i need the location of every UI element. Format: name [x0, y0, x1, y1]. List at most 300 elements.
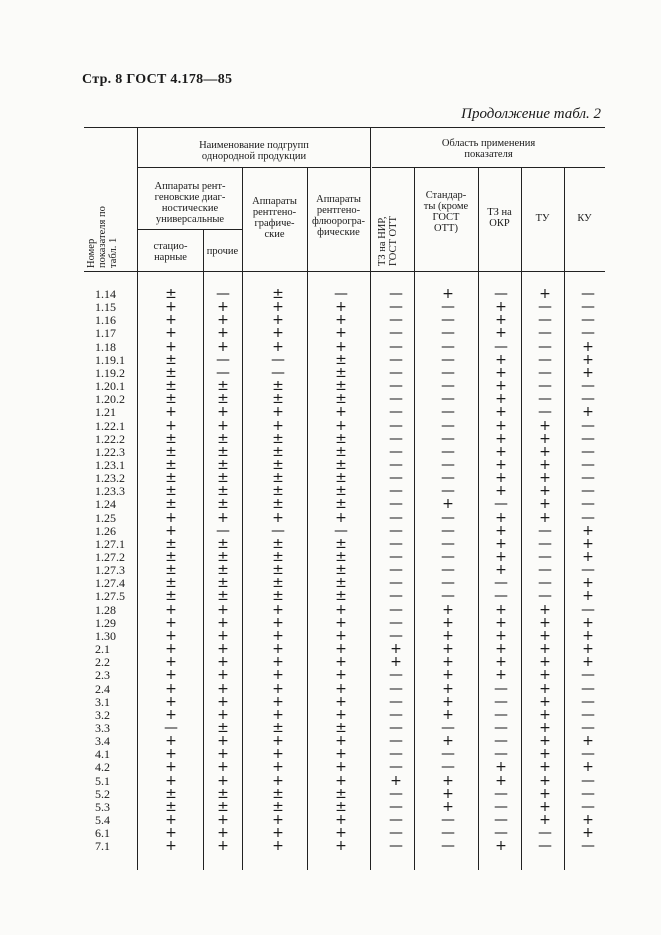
table-cell: +	[217, 418, 229, 434]
table-cell: —	[538, 588, 552, 604]
table-cell: +	[582, 812, 594, 828]
table-cell: +	[165, 641, 177, 657]
table-cell: +	[495, 457, 507, 473]
row-number: 2.3	[95, 668, 110, 682]
table-cell: —	[389, 418, 403, 434]
table-cell: +	[442, 496, 454, 512]
table-cell: —	[389, 720, 403, 736]
table-cell: +	[335, 838, 347, 854]
table-cell: —	[389, 667, 403, 683]
table-cell: —	[441, 720, 455, 736]
table-cell: +	[217, 312, 229, 328]
table-cell: —	[389, 549, 403, 565]
table-cell: ±	[217, 483, 229, 499]
row-number: 1.16	[95, 313, 116, 327]
table-cell: ±	[272, 444, 284, 460]
col-rule-7	[478, 168, 479, 870]
table-cell: ±	[165, 431, 177, 447]
table-cell: ±	[272, 431, 284, 447]
table-cell: +	[335, 602, 347, 618]
standards-header: Стандар- ты (кроме ГОСТ ОТТ)	[423, 190, 469, 234]
table-cell: +	[272, 312, 284, 328]
table-cell: ±	[165, 444, 177, 460]
table-cell: +	[495, 562, 507, 578]
table-cell: —	[494, 681, 508, 697]
col-rule-9	[564, 168, 565, 870]
table-cell: +	[165, 325, 177, 341]
table-cell: —	[538, 312, 552, 328]
group-title: Наименование подгрупп однородной продукции	[199, 140, 309, 162]
table-cell: —	[271, 352, 285, 368]
table-cell: +	[272, 759, 284, 775]
table-cell: +	[539, 694, 551, 710]
row-number: 1.27.2	[95, 550, 125, 564]
table-cell: +	[539, 759, 551, 775]
table-cell: —	[494, 825, 508, 841]
table-cell: +	[539, 615, 551, 631]
table-cell: +	[217, 825, 229, 841]
col-rule-1	[137, 128, 138, 870]
table-cell: —	[581, 562, 595, 578]
table-cell: +	[272, 694, 284, 710]
tz-nir-header: ТЗ на НИР, ГОСТ ОТТ	[377, 216, 399, 266]
row-number: 1.22.2	[95, 432, 125, 446]
row-number: 2.1	[95, 642, 110, 656]
table-cell: —	[389, 707, 403, 723]
table-cell: ±	[217, 470, 229, 486]
table-cell: +	[582, 733, 594, 749]
table-cell: +	[165, 404, 177, 420]
row-number: 1.22.1	[95, 419, 125, 433]
table-cell: +	[272, 707, 284, 723]
table-cell: —	[494, 707, 508, 723]
table-cell: —	[441, 457, 455, 473]
table-cell: +	[539, 707, 551, 723]
stationary-header: стацио- нарные	[153, 241, 188, 263]
table-cell: —	[389, 838, 403, 854]
table-cell: —	[441, 523, 455, 539]
table-cell: —	[164, 720, 178, 736]
table-cell: —	[494, 588, 508, 604]
table-cell: ±	[335, 391, 347, 407]
table-cell: —	[389, 483, 403, 499]
table-cell: +	[495, 641, 507, 657]
table-cell: ±	[165, 457, 177, 473]
table-cell: +	[495, 431, 507, 447]
table-cell: +	[442, 654, 454, 670]
table-cell: +	[495, 378, 507, 394]
row-number: 3.1	[95, 695, 110, 709]
table-cell: +	[217, 654, 229, 670]
ku-header: КУ	[577, 213, 592, 224]
table-cell: ±	[272, 483, 284, 499]
table-cell: ±	[335, 470, 347, 486]
table-cell: —	[441, 759, 455, 775]
table-cell: +	[217, 628, 229, 644]
table-cell: ±	[165, 549, 177, 565]
table-cell: —	[581, 312, 595, 328]
col-rule-4	[307, 168, 308, 870]
table-cell: +	[539, 602, 551, 618]
table-cell: +	[335, 339, 347, 355]
table-cell: +	[495, 628, 507, 644]
table-cell: +	[272, 325, 284, 341]
table-cell: —	[441, 470, 455, 486]
row-number: 1.14	[95, 287, 116, 301]
table-cell: +	[165, 654, 177, 670]
table-cell: +	[272, 681, 284, 697]
row-number: 1.27.4	[95, 576, 125, 590]
table-cell: —	[538, 575, 552, 591]
table-cell: —	[494, 694, 508, 710]
table-cell: +	[335, 707, 347, 723]
table-cell: +	[272, 667, 284, 683]
table-cell: —	[581, 773, 595, 789]
table-cell: +	[335, 510, 347, 526]
table-cell: +	[217, 746, 229, 762]
table-cell: +	[495, 510, 507, 526]
table-cell: —	[538, 549, 552, 565]
table-cell: —	[494, 733, 508, 749]
table-cell: —	[538, 404, 552, 420]
table-cell: ±	[217, 575, 229, 591]
table-cell: +	[539, 628, 551, 644]
table-cell: —	[441, 575, 455, 591]
table-cell: +	[217, 667, 229, 683]
table-cell: ±	[272, 496, 284, 512]
table-cell: +	[442, 286, 454, 302]
table-cell: +	[582, 339, 594, 355]
table-cell: ±	[272, 799, 284, 815]
table-cell: ±	[217, 588, 229, 604]
table-cell: +	[582, 523, 594, 539]
table-cell: —	[389, 733, 403, 749]
table-cell: ±	[335, 786, 347, 802]
table-cell: —	[441, 746, 455, 762]
table-cell: ±	[272, 588, 284, 604]
table-cell: +	[165, 759, 177, 775]
table-cell: —	[389, 799, 403, 815]
table-cell: +	[165, 418, 177, 434]
table-cell: +	[335, 404, 347, 420]
table-top-rule	[84, 127, 605, 128]
table-cell: ±	[272, 562, 284, 578]
table-cell: —	[581, 418, 595, 434]
table-cell: —	[538, 352, 552, 368]
table-cell: +	[335, 773, 347, 789]
table-cell: +	[495, 615, 507, 631]
table-cell: —	[581, 299, 595, 315]
row-number: 1.22.3	[95, 445, 125, 459]
table-cell: +	[582, 352, 594, 368]
table-cell: ±	[217, 786, 229, 802]
table-cell: +	[217, 681, 229, 697]
row-number: 5.4	[95, 813, 110, 827]
table-cell: +	[165, 707, 177, 723]
table-cell: —	[441, 549, 455, 565]
table-cell: —	[581, 786, 595, 802]
table-cell: +	[217, 759, 229, 775]
table-cell: +	[539, 812, 551, 828]
row-number: 5.2	[95, 787, 110, 801]
table-cell: ±	[165, 562, 177, 578]
table-cell: +	[217, 325, 229, 341]
table-cell: —	[494, 786, 508, 802]
table-cell: —	[581, 496, 595, 512]
table-cell: +	[495, 536, 507, 552]
row-number: 5.1	[95, 774, 110, 788]
table-cell: +	[539, 286, 551, 302]
table-cell: +	[217, 694, 229, 710]
row-number: 1.30	[95, 629, 116, 643]
table-cell: +	[272, 615, 284, 631]
area-header-rule	[372, 167, 605, 168]
table-cell: —	[581, 707, 595, 723]
table-cell: +	[582, 549, 594, 565]
table-cell: +	[539, 510, 551, 526]
table-cell: ±	[165, 496, 177, 512]
table-cell: —	[441, 536, 455, 552]
table-cell: —	[389, 496, 403, 512]
table-cell: ±	[165, 588, 177, 604]
row-number: 1.29	[95, 616, 116, 630]
table-cell: —	[581, 378, 595, 394]
table-cell: +	[217, 602, 229, 618]
table-cell: —	[441, 510, 455, 526]
table-cell: ±	[165, 799, 177, 815]
table-cell: ±	[335, 365, 347, 381]
table-cell: +	[335, 746, 347, 762]
table-cell: +	[165, 667, 177, 683]
row-number: 3.2	[95, 708, 110, 722]
table-cell: +	[442, 602, 454, 618]
table-cell: +	[272, 812, 284, 828]
table-cell: +	[495, 523, 507, 539]
table-cell: —	[389, 299, 403, 315]
table-cell: +	[442, 799, 454, 815]
table-cell: +	[217, 773, 229, 789]
row-number: 4.2	[95, 760, 110, 774]
table-cell: +	[539, 470, 551, 486]
table-cell: —	[581, 391, 595, 407]
table-cell: +	[165, 812, 177, 828]
table-cell: +	[539, 641, 551, 657]
table-cell: +	[272, 654, 284, 670]
table-cell: +	[217, 838, 229, 854]
table-cell: +	[582, 588, 594, 604]
table-cell: —	[494, 720, 508, 736]
table-cell: +	[495, 483, 507, 499]
table-cell: —	[441, 562, 455, 578]
table-cell: ±	[165, 391, 177, 407]
table-cell: +	[539, 418, 551, 434]
table-cell: +	[495, 404, 507, 420]
table-cell: —	[389, 404, 403, 420]
row-number: 1.23.2	[95, 471, 125, 485]
table-cell: +	[582, 575, 594, 591]
table-cell: ±	[217, 431, 229, 447]
table-cell: ±	[217, 720, 229, 736]
table-cell: ±	[335, 799, 347, 815]
table-cell: +	[539, 444, 551, 460]
table-cell: +	[539, 654, 551, 670]
table-cell: +	[495, 365, 507, 381]
table-cell: —	[389, 786, 403, 802]
table-cell: —	[389, 746, 403, 762]
table-cell: ±	[165, 786, 177, 802]
row-number: 1.20.2	[95, 392, 125, 406]
table-cell: ±	[165, 352, 177, 368]
table-cell: ±	[217, 799, 229, 815]
row-number: 7.1	[95, 839, 110, 853]
table-cell: —	[334, 286, 348, 302]
table-cell: ±	[335, 549, 347, 565]
table-cell: —	[389, 812, 403, 828]
xray-universal-header: Аппараты рент- геновские диаг- ностические универсальные	[154, 181, 226, 225]
table-cell: ±	[272, 549, 284, 565]
col-rule-5	[370, 128, 371, 870]
table-cell: +	[495, 418, 507, 434]
table-cell: —	[538, 536, 552, 552]
table-cell: +	[495, 444, 507, 460]
table-cell: ±	[165, 536, 177, 552]
table-cell: —	[494, 812, 508, 828]
table-cell: ±	[335, 483, 347, 499]
table-cell: —	[581, 720, 595, 736]
table-cell: —	[389, 431, 403, 447]
table-cell: ±	[335, 457, 347, 473]
table-cell: +	[582, 615, 594, 631]
index-col-header: Номер показателя по табл. 1	[86, 206, 119, 268]
table-cell: +	[442, 681, 454, 697]
table-cell: —	[581, 444, 595, 460]
table-cell: +	[165, 733, 177, 749]
table-cell: +	[390, 654, 402, 670]
table-cell: +	[272, 510, 284, 526]
table-cell: —	[216, 352, 230, 368]
table-cell: +	[217, 299, 229, 315]
table-continuation-label: Продолжение табл. 2	[461, 106, 601, 122]
stat-other-rule	[138, 229, 242, 230]
table-cell: —	[441, 365, 455, 381]
table-cell: ±	[272, 470, 284, 486]
table-cell: +	[539, 773, 551, 789]
table-cell: —	[389, 562, 403, 578]
table-cell: ±	[272, 720, 284, 736]
page-header: Стр. 8 ГОСТ 4.178—85	[82, 72, 233, 87]
col-rule-6	[414, 168, 415, 870]
table-cell: —	[389, 325, 403, 341]
table-cell: ±	[272, 391, 284, 407]
table-cell: —	[389, 825, 403, 841]
row-number: 3.4	[95, 734, 110, 748]
table-cell: +	[495, 352, 507, 368]
table-cell: —	[538, 562, 552, 578]
table-cell: +	[495, 391, 507, 407]
col-rule-3	[242, 168, 243, 870]
table-cell: —	[389, 339, 403, 355]
table-cell: ±	[335, 720, 347, 736]
table-cell: +	[539, 733, 551, 749]
table-cell: +	[335, 733, 347, 749]
row-number: 1.19.2	[95, 366, 125, 380]
table-cell: —	[441, 299, 455, 315]
other-header: прочие	[206, 246, 239, 257]
table-cell: +	[495, 759, 507, 775]
table-cell: +	[335, 418, 347, 434]
table-cell: +	[442, 667, 454, 683]
row-number: 1.26	[95, 524, 116, 538]
row-number: 1.27.3	[95, 563, 125, 577]
table-cell: —	[389, 352, 403, 368]
table-cell: +	[495, 312, 507, 328]
table-cell: +	[442, 773, 454, 789]
table-cell: —	[271, 523, 285, 539]
table-cell: +	[390, 641, 402, 657]
table-cell: —	[389, 312, 403, 328]
table-cell: +	[442, 694, 454, 710]
table-cell: +	[335, 299, 347, 315]
table-cell: +	[165, 838, 177, 854]
table-cell: +	[442, 707, 454, 723]
table-cell: ±	[335, 431, 347, 447]
table-cell: +	[272, 825, 284, 841]
table-cell: —	[494, 799, 508, 815]
tu-header: ТУ	[535, 213, 550, 224]
table-cell: —	[441, 418, 455, 434]
table-cell: —	[389, 575, 403, 591]
table-cell: +	[495, 773, 507, 789]
table-cell: —	[441, 404, 455, 420]
row-number: 1.20.1	[95, 379, 125, 393]
table-cell: +	[335, 694, 347, 710]
table-cell: —	[538, 825, 552, 841]
row-number: 1.18	[95, 340, 116, 354]
table-cell: ±	[217, 444, 229, 460]
table-cell: —	[216, 286, 230, 302]
table-cell: —	[494, 496, 508, 512]
table-cell: +	[442, 786, 454, 802]
table-cell: +	[335, 812, 347, 828]
table-cell: ±	[217, 562, 229, 578]
col-rule-8	[521, 168, 522, 870]
table-cell: —	[441, 312, 455, 328]
table-cell: —	[581, 431, 595, 447]
table-cell: —	[441, 352, 455, 368]
area-title: Область применения показателя	[441, 138, 536, 160]
table-cell: —	[538, 838, 552, 854]
table-cell: +	[165, 773, 177, 789]
table-cell: +	[165, 746, 177, 762]
table-cell: +	[442, 615, 454, 631]
table-cell: —	[441, 391, 455, 407]
table-cell: —	[216, 365, 230, 381]
table-cell: —	[389, 681, 403, 697]
row-number: 1.28	[95, 603, 116, 617]
table-cell: +	[165, 312, 177, 328]
table-cell: +	[539, 457, 551, 473]
table-cell: +	[539, 496, 551, 512]
table-cell: +	[272, 628, 284, 644]
table-cell: ±	[272, 457, 284, 473]
table-cell: +	[272, 641, 284, 657]
table-cell: —	[389, 628, 403, 644]
table-cell: ±	[217, 549, 229, 565]
table-cell: —	[389, 444, 403, 460]
table-cell: —	[581, 838, 595, 854]
table-cell: ±	[335, 378, 347, 394]
table-cell: ±	[165, 365, 177, 381]
